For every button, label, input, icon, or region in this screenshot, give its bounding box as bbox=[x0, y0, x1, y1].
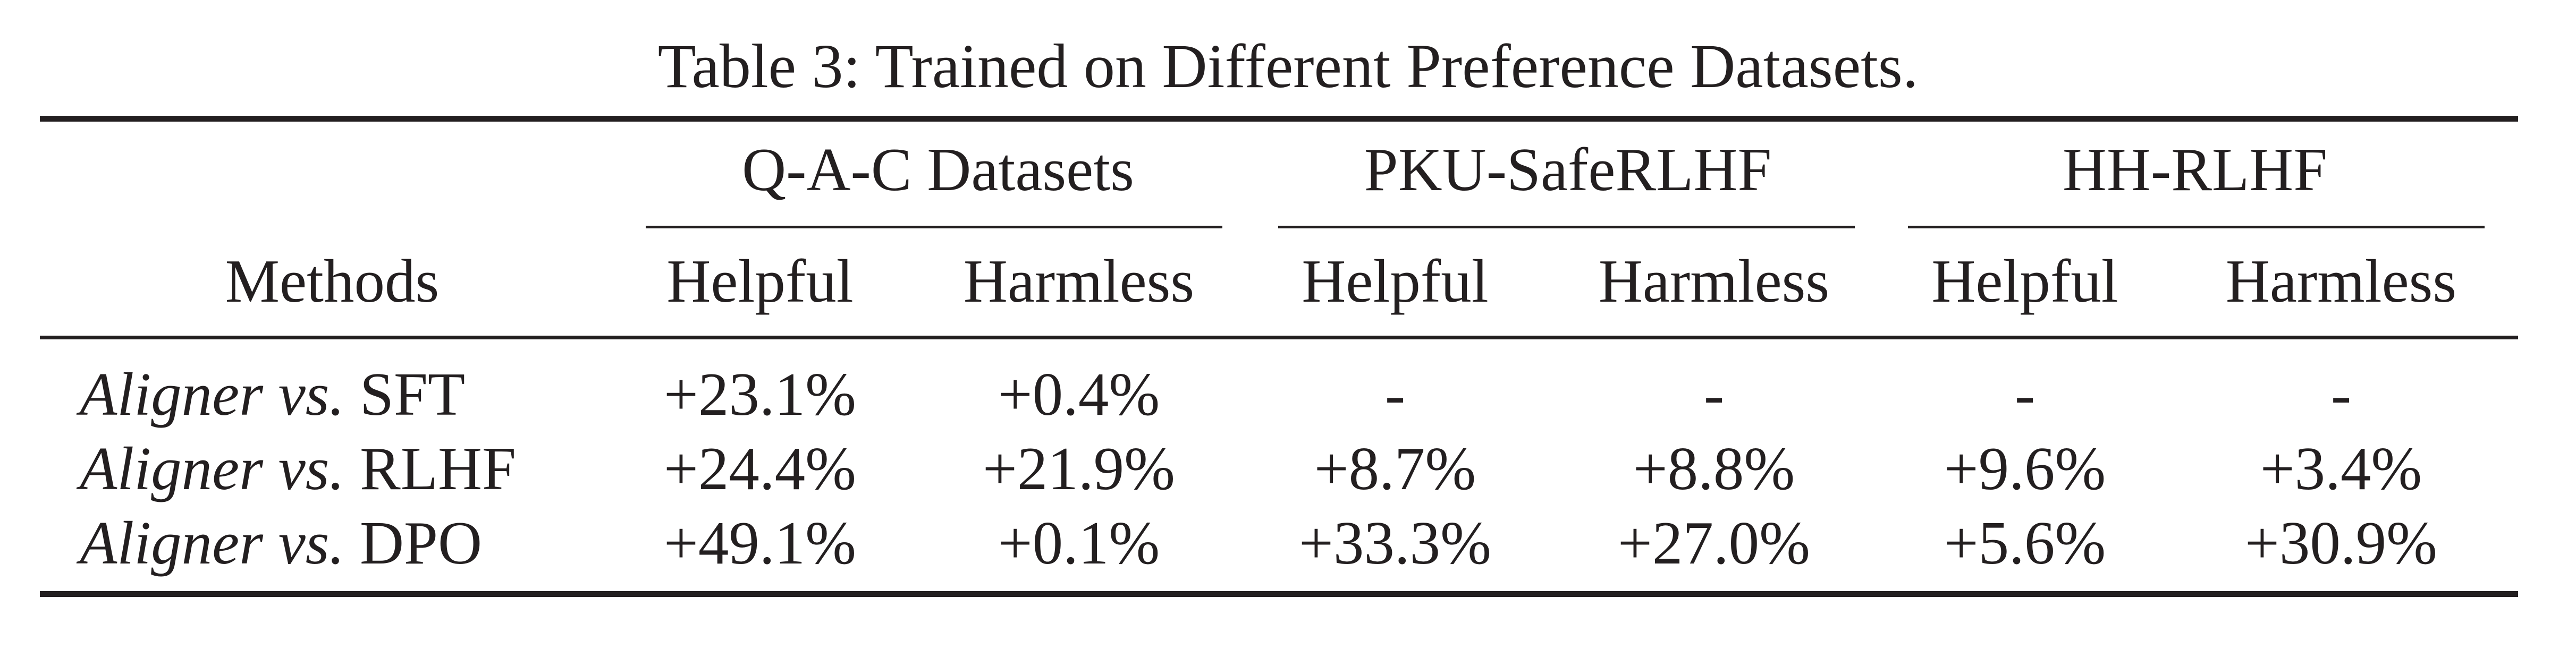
group-header-hh: HH-RLHF bbox=[2062, 136, 2328, 203]
table-cell: +24.4% bbox=[664, 435, 856, 502]
table-cell: +0.4% bbox=[998, 361, 1160, 428]
group-underline-pku bbox=[1278, 226, 1855, 228]
table-cell: +27.0% bbox=[1618, 509, 1810, 577]
column-header-hh-harmless: Harmless bbox=[2225, 247, 2457, 315]
column-header-pku-harmless: Harmless bbox=[1598, 247, 1830, 315]
table-cell: - bbox=[1703, 361, 1725, 428]
group-underline-qac bbox=[646, 226, 1222, 228]
table-cell: +8.8% bbox=[1633, 435, 1795, 502]
table-cell: +23.1% bbox=[664, 361, 856, 428]
table-cell: - bbox=[2014, 361, 2036, 428]
table-cell: - bbox=[2330, 361, 2352, 428]
table-cell: +49.1% bbox=[664, 509, 856, 577]
column-header-hh-helpful: Helpful bbox=[1931, 247, 2118, 315]
table-top-rule bbox=[40, 116, 2518, 122]
table-cell: +0.1% bbox=[998, 509, 1160, 577]
group-header-qac: Q-A-C Datasets bbox=[742, 136, 1134, 203]
column-header-qac-helpful: Helpful bbox=[666, 247, 854, 315]
column-header-qac-harmless: Harmless bbox=[963, 247, 1195, 315]
table-header-rule bbox=[40, 336, 2518, 339]
table-cell: +30.9% bbox=[2245, 509, 2437, 577]
column-header-pku-helpful: Helpful bbox=[1302, 247, 1489, 315]
table-cell: +9.6% bbox=[1944, 435, 2106, 502]
group-underline-hh bbox=[1908, 226, 2485, 228]
column-header-methods: Methods bbox=[225, 247, 440, 315]
row-method-rlhf: Aligner vs. RLHF bbox=[80, 435, 516, 502]
table-cell: +21.9% bbox=[983, 435, 1175, 502]
table-cell: +8.7% bbox=[1314, 435, 1476, 502]
table-cell: +5.6% bbox=[1944, 509, 2106, 577]
row-method-dpo: Aligner vs. DPO bbox=[80, 509, 483, 577]
table-caption: Table 3: Trained on Different Preference Datasets. bbox=[657, 31, 1919, 101]
table-cell: +3.4% bbox=[2260, 435, 2422, 502]
table-bottom-rule bbox=[40, 591, 2518, 597]
table-cell: - bbox=[1384, 361, 1406, 428]
table-cell: +33.3% bbox=[1299, 509, 1491, 577]
row-method-sft: Aligner vs. SFT bbox=[80, 361, 466, 428]
group-header-pku: PKU-SafeRLHF bbox=[1364, 136, 1772, 203]
